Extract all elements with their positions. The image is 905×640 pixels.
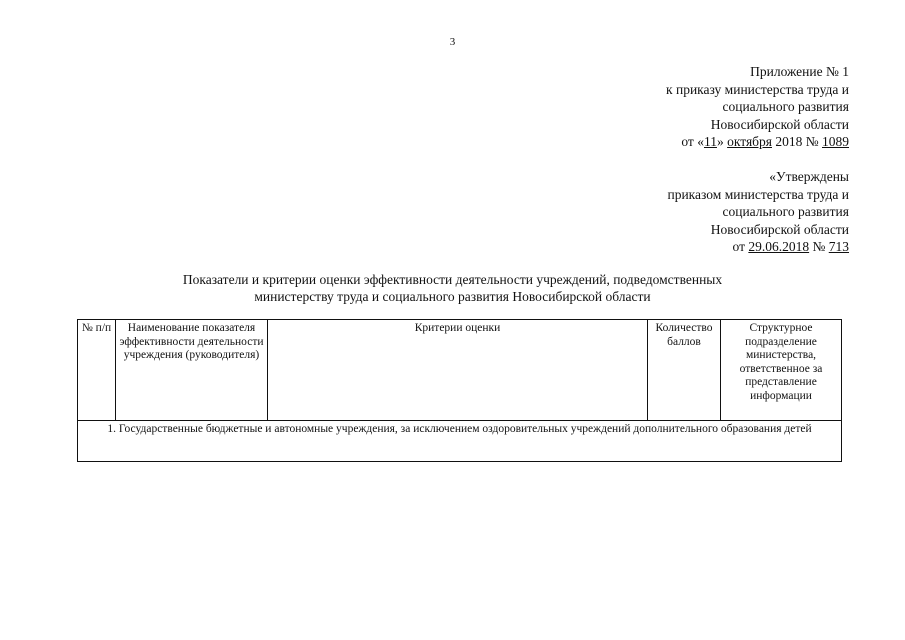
appendix-order-date — [666, 133, 849, 151]
appendix-header — [666, 63, 849, 151]
order-number: 1089 — [822, 134, 849, 149]
header-indicator-name: Наименование показателя эффективности деятельности учреждения (руководителя) — [116, 320, 268, 421]
document-title — [0, 271, 905, 305]
date-mid: » — [716, 134, 728, 149]
date-prefix: от « — [681, 134, 704, 149]
order-month: октября — [727, 134, 772, 149]
approved-line: «Утверждены — [769, 169, 849, 184]
title-line: Показатели и критерии оценки эффективности деятельности учреждений, подведомственных — [182, 272, 723, 287]
appendix-line: социального развития — [722, 99, 849, 114]
page-number: 3 — [449, 36, 456, 48]
approved-date: 29.06.2018 — [748, 239, 810, 254]
approved-order-date — [667, 238, 849, 256]
criteria-table — [77, 319, 842, 462]
approved-number: 713 — [828, 239, 849, 254]
approved-no: № — [809, 239, 829, 254]
approved-line: социального развития — [722, 204, 849, 219]
approved-header — [667, 168, 849, 256]
approved-line: приказом министерства труда и — [667, 186, 849, 202]
appendix-line: к приказу министерства труда и — [666, 81, 849, 97]
header-number: № п/п — [78, 320, 116, 421]
appendix-line: Новосибирской области — [710, 116, 849, 132]
header-department: Структурное подразделение министерства, ответственное за представление информации — [721, 320, 842, 421]
header-criteria: Критерии оценки — [268, 320, 648, 421]
date-prefix: от — [732, 239, 749, 254]
table-header-row — [78, 320, 842, 421]
section-heading: 1. Государственные бюджетные и автономные учреждения, за исключением оздоровительных учреждений дополнительного образования детей — [78, 421, 842, 462]
order-day: 11 — [703, 134, 717, 149]
appendix-line: Приложение № 1 — [750, 64, 849, 79]
header-points: Количество баллов — [648, 320, 721, 421]
approved-line: Новосибирской области — [710, 221, 849, 237]
table-row — [78, 421, 842, 462]
title-line: министерству труда и социального развития Новосибирской области — [254, 289, 651, 304]
order-year-no: 2018 № — [771, 134, 822, 149]
